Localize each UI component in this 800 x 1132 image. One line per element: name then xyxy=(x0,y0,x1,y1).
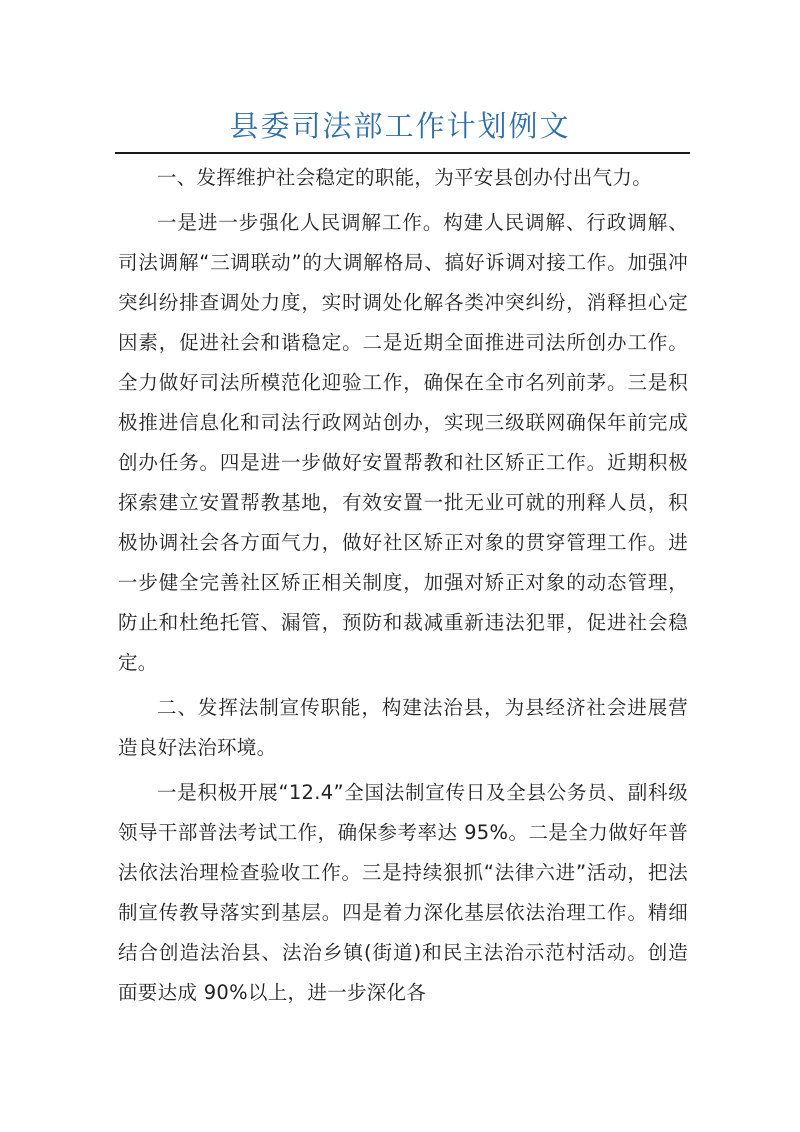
document-body xyxy=(118,158,688,1018)
title-divider xyxy=(115,152,690,154)
paragraph-section-2-body: 一是积极开展“12.4”全国法制宣传日及全县公务员、副科级领导干部普法考试工作，确保参考率达 95%。二是全力做好年普法依法治理检查验收工作。三是持续狠抓“法律六进”活动，把法制宣传教导落实到基层。四是着力深化基层依法治理工作。精细结合创造法治县、法治乡镇(街道)和民主法治示范村活动。创造面要达成 90%以上，进一步深化各 xyxy=(118,781,688,1004)
paragraph-section-1-body: 一是进一步强化人民调解工作。构建人民调解、行政调解、司法调解“三调联动”的大调解格局、搞好诉调对接工作。加强冲突纠纷排查调处力度，实时调处化解各类冲突纠纷，消释担心定因素，促进社会和谐稳定。二是近期全面推进司法所创办工作。全力做好司法所模范化迎验工作，确保在全市名列前茅。三是积极推进信息化和司法行政网站创办，实现三级联网确保年前完成创办任务。四是进一步做好安置帮教和社区矫正工作。近期积极探索建立安置帮教基地，有效安置一批无业可就的刑释人员，积极协调社会各方面气力，做好社区矫正对象的贯穿管理工作。进一步健全完善社区矫正相关制度，加强对矫正对象的动态管理，防止和杜绝托管、漏管，预防和裁减重新违法犯罪，促进社会稳定。 xyxy=(118,211,688,674)
document-title: 县委司法部工作计划例文 xyxy=(229,109,571,143)
paragraph-section-1-heading: 一、发挥维护社会稳定的职能，为平安县创办付出气力。 xyxy=(157,166,653,189)
paragraph-section-2-heading: 二、发挥法制宣传职能，构建法治县，为县经济社会进展营造良好法治环境。 xyxy=(118,696,688,759)
